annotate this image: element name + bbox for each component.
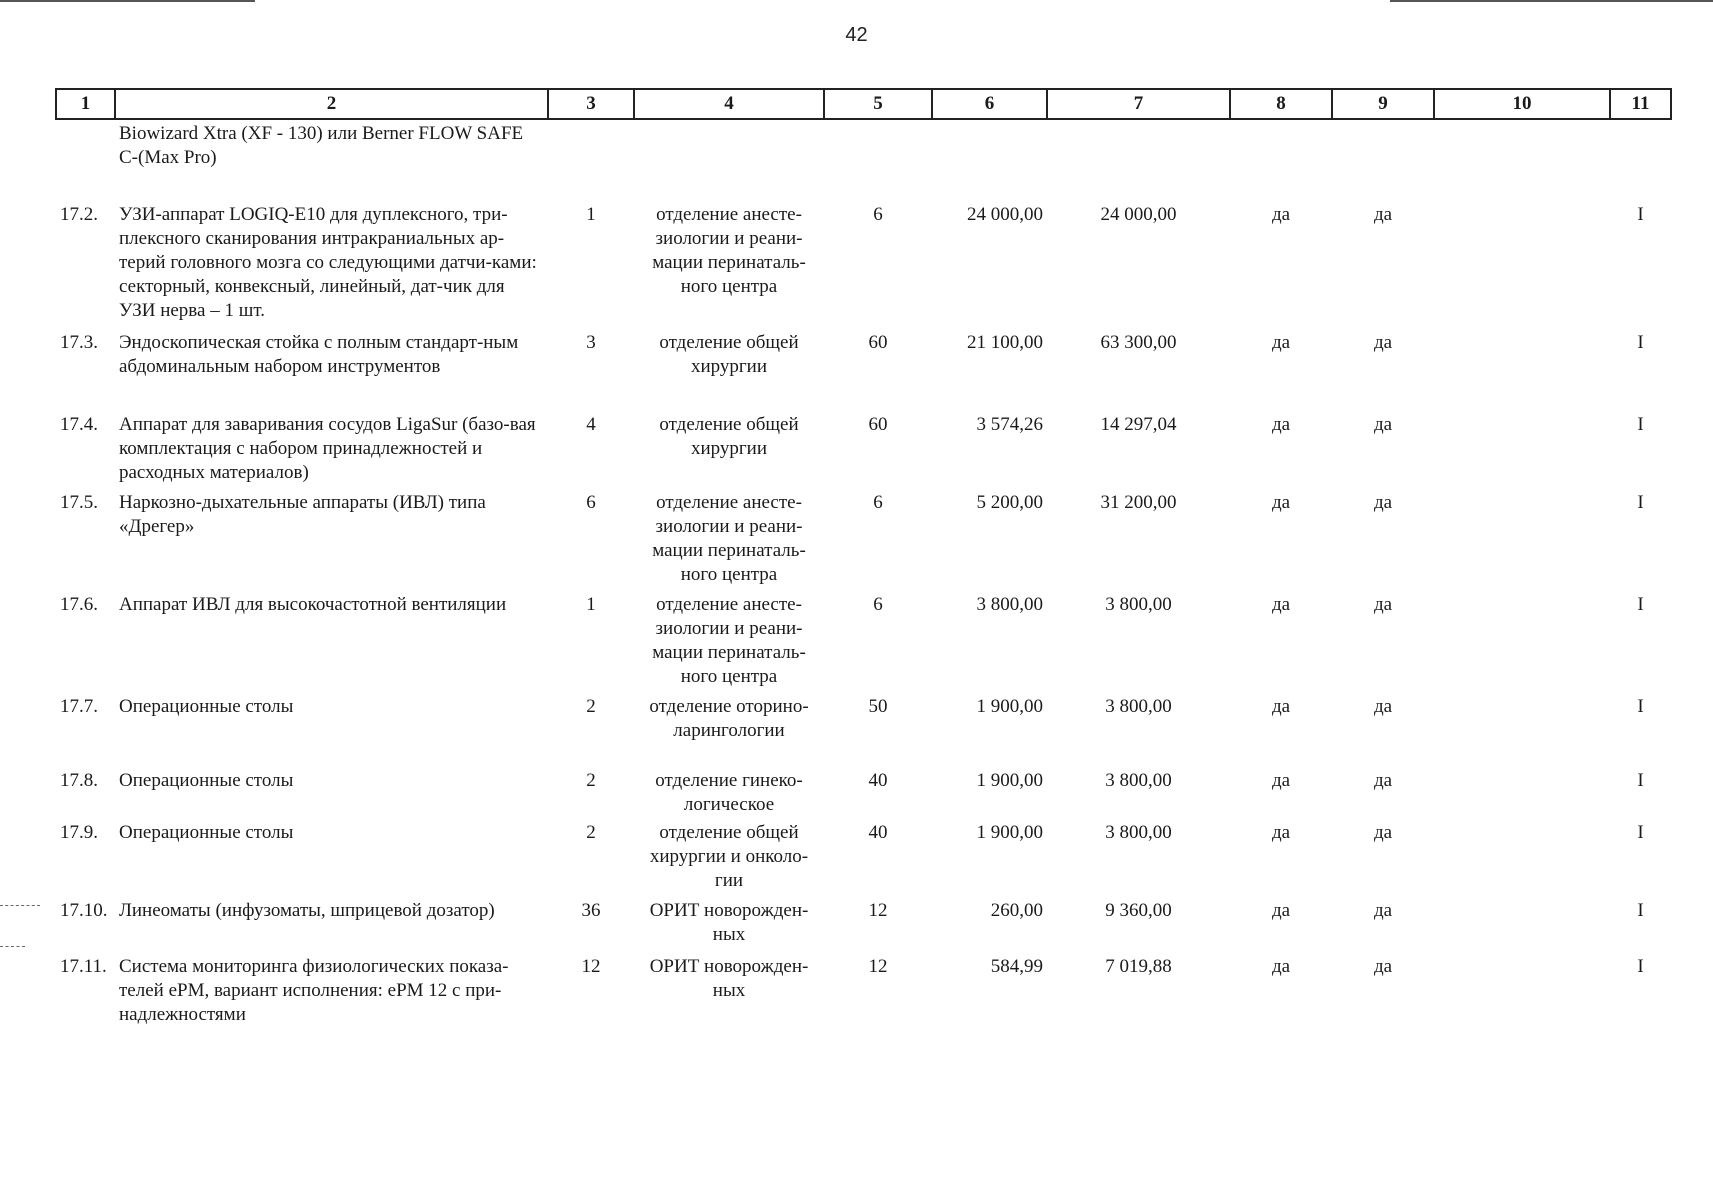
column-header-8: 8 [1230, 89, 1332, 119]
cell-price: 584,99 [990, 956, 1043, 977]
cell-price: 260,00 [990, 900, 1043, 921]
cell-number: 17.6. [60, 594, 98, 615]
cell-col10 [1434, 895, 1610, 951]
cell-quantity: 1 [586, 204, 596, 225]
page-number: 42 [845, 24, 868, 46]
cell-col11: I [1637, 956, 1644, 977]
cell-name: Операционные столы [119, 696, 294, 717]
cell-col11: I [1637, 822, 1644, 843]
cell-total: 7 019,88 [1105, 956, 1172, 977]
cell-name: Аппарат ИВЛ для высокочастотной вентиляции [119, 594, 507, 615]
cell-total: 9 360,00 [1105, 900, 1172, 921]
column-header-11: 11 [1610, 89, 1671, 119]
cell-quantity: 36 [581, 900, 601, 921]
margin-mark [0, 905, 40, 907]
cell-name: Операционные столы [119, 770, 294, 791]
cell-number: 17.9. [60, 822, 98, 843]
table-row [56, 487, 1671, 589]
cell-empty [1332, 119, 1434, 189]
cell-col9: да [1373, 594, 1393, 615]
cell-quantity: 6 [586, 492, 596, 513]
cell-department: отделение оторино-ларингологии [649, 696, 809, 741]
cell-name: Линеоматы (инфузоматы, шприцевой дозатор) [119, 900, 495, 921]
cell-col9: да [1373, 956, 1393, 977]
cell-col8: да [1271, 956, 1291, 977]
table-row [56, 767, 1671, 819]
table-row [56, 819, 1671, 895]
cell-col11: I [1637, 696, 1644, 717]
cell-price: 3 574,26 [976, 414, 1043, 435]
equipment-table [55, 88, 1672, 1029]
cell-col5: 6 [873, 594, 883, 615]
table-row [56, 951, 1671, 1029]
margin-mark [0, 946, 25, 948]
cell-col11: I [1637, 594, 1644, 615]
cell-quantity: 2 [586, 822, 596, 843]
cell-number: 17.3. [60, 332, 98, 353]
cell-price: 3 800,00 [976, 594, 1043, 615]
cell-number: 17.8. [60, 770, 98, 791]
column-header-5: 5 [824, 89, 932, 119]
cell-col9: да [1373, 204, 1393, 225]
cell-col8: да [1271, 900, 1291, 921]
table-body [56, 119, 1671, 1029]
column-header-10: 10 [1434, 89, 1610, 119]
cell-col10 [1434, 325, 1610, 399]
cell-col10 [1434, 951, 1610, 1029]
cell-col9: да [1373, 696, 1393, 717]
table-row [56, 691, 1671, 767]
cell-total: 3 800,00 [1105, 822, 1172, 843]
column-header-7: 7 [1047, 89, 1230, 119]
column-header-4: 4 [634, 89, 824, 119]
cell-col5: 12 [868, 956, 888, 977]
cell-col8: да [1271, 204, 1291, 225]
cell-empty [1230, 119, 1332, 189]
table-row [56, 589, 1671, 691]
cell-col10 [1434, 691, 1610, 767]
cell-col11: I [1637, 414, 1644, 435]
cell-col9: да [1373, 822, 1393, 843]
cell-col10 [1434, 767, 1610, 819]
cell-number: 17.11. [60, 956, 107, 977]
cell-quantity: 2 [586, 770, 596, 791]
cell-department: отделение анесте-зиологии и реани-мации перинаталь-ного центра [652, 492, 806, 585]
cell-col11: I [1637, 900, 1644, 921]
cell-col10 [1434, 487, 1610, 589]
cell-department: отделение анесте-зиологии и реани-мации перинаталь-ного центра [652, 594, 806, 687]
cell-number: 17.5. [60, 492, 98, 513]
cell-empty [824, 119, 932, 189]
cell-price: 1 900,00 [976, 822, 1043, 843]
column-header-1: 1 [56, 89, 115, 119]
cell-col11: I [1637, 770, 1644, 791]
cell-total: 31 200,00 [1100, 492, 1177, 513]
cell-col8: да [1271, 332, 1291, 353]
cell-quantity: 1 [586, 594, 596, 615]
cell-col5: 12 [868, 900, 888, 921]
cell-col5: 50 [868, 696, 888, 717]
cell-empty [1047, 119, 1230, 189]
cell-department: ОРИТ новорожден-ных [649, 900, 809, 945]
cell-total: 63 300,00 [1100, 332, 1177, 353]
cell-col5: 40 [868, 822, 888, 843]
cell-price: 1 900,00 [976, 770, 1043, 791]
column-header-3: 3 [548, 89, 634, 119]
cell-col11: I [1637, 204, 1644, 225]
cell-col10 [1434, 589, 1610, 691]
cell-empty [1610, 119, 1671, 189]
cell-name: Эндоскопическая стойка с полным стандарт-ным абдоминальным набором инструментов [119, 332, 519, 377]
cell-empty [56, 119, 115, 189]
cell-empty [548, 119, 634, 189]
table-row-continuation [56, 119, 1671, 189]
cell-empty [1434, 119, 1610, 189]
cell-quantity: 3 [586, 332, 596, 353]
table-row [56, 189, 1671, 325]
cell-col9: да [1373, 492, 1393, 513]
cell-price: 24 000,00 [967, 204, 1043, 225]
cell-col9: да [1373, 332, 1393, 353]
table-header [56, 89, 1671, 119]
cell-price: 21 100,00 [967, 332, 1043, 353]
cell-empty [932, 119, 1047, 189]
cell-department: отделение гинеко-логическое [655, 770, 803, 815]
table-row [56, 895, 1671, 951]
cell-number: 17.10. [60, 900, 108, 921]
cell-total: 3 800,00 [1105, 696, 1172, 717]
cell-col5: 6 [873, 492, 883, 513]
cell-col8: да [1271, 696, 1291, 717]
cell-number: 17.7. [60, 696, 98, 717]
cell-name: Biowizard Xtra (XF - 130) или Berner FLOW SAFE C-(Max Pro) [119, 123, 524, 168]
cell-col5: 6 [873, 204, 883, 225]
cell-col9: да [1373, 900, 1393, 921]
column-header-6: 6 [932, 89, 1047, 119]
table-row [56, 325, 1671, 399]
cell-col9: да [1373, 414, 1393, 435]
cell-price: 1 900,00 [976, 696, 1043, 717]
scan-edge-top-left [0, 0, 255, 2]
cell-total: 14 297,04 [1100, 414, 1177, 435]
cell-empty [634, 119, 824, 189]
column-header-9: 9 [1332, 89, 1434, 119]
cell-col11: I [1637, 332, 1644, 353]
cell-col8: да [1271, 594, 1291, 615]
cell-col11: I [1637, 492, 1644, 513]
cell-name: Наркозно-дыхательные аппараты (ИВЛ) типа «Дрегер» [119, 492, 486, 537]
cell-name: Система мониторинга физиологических показа-телей ePM, вариант исполнения: ePM 12 с при-надлежностями [119, 956, 509, 1025]
cell-quantity: 4 [586, 414, 596, 435]
cell-total: 3 800,00 [1105, 770, 1172, 791]
cell-department: отделение общей хирургии [659, 414, 799, 459]
cell-department: ОРИТ новорожден-ных [649, 956, 809, 1001]
cell-number: 17.2. [60, 204, 98, 225]
cell-department: отделение общей хирургии и онколо-гии [649, 822, 809, 891]
cell-col8: да [1271, 770, 1291, 791]
cell-col8: да [1271, 492, 1291, 513]
cell-number: 17.4. [60, 414, 98, 435]
cell-name: УЗИ-аппарат LOGIQ-E10 для дуплексного, три-плексного сканирования интракраниальных ар-терий головного мозга со следующими датчи-ками: секторный, конвексный, линейный, дат-чик для УЗИ нерва – 1 шт. [119, 204, 537, 321]
cell-col8: да [1271, 414, 1291, 435]
cell-col10 [1434, 399, 1610, 487]
cell-name: Аппарат для заваривания сосудов LigaSur (базо-вая комплектация с набором принадлежностей и расходных материалов) [119, 414, 536, 483]
cell-col10 [1434, 189, 1610, 325]
table-row [56, 399, 1671, 487]
cell-col5: 60 [868, 414, 888, 435]
cell-quantity: 12 [581, 956, 601, 977]
column-header-2: 2 [115, 89, 548, 119]
cell-col9: да [1373, 770, 1393, 791]
cell-department: отделение общей хирургии [659, 332, 799, 377]
cell-col5: 40 [868, 770, 888, 791]
scan-edge-top-right [1390, 0, 1713, 2]
cell-total: 24 000,00 [1100, 204, 1177, 225]
cell-name: Операционные столы [119, 822, 294, 843]
cell-col5: 60 [868, 332, 888, 353]
cell-price: 5 200,00 [976, 492, 1043, 513]
cell-quantity: 2 [586, 696, 596, 717]
cell-department: отделение анесте-зиологии и реани-мации перинаталь-ного центра [652, 204, 806, 297]
cell-total: 3 800,00 [1105, 594, 1172, 615]
cell-col10 [1434, 819, 1610, 895]
cell-col8: да [1271, 822, 1291, 843]
